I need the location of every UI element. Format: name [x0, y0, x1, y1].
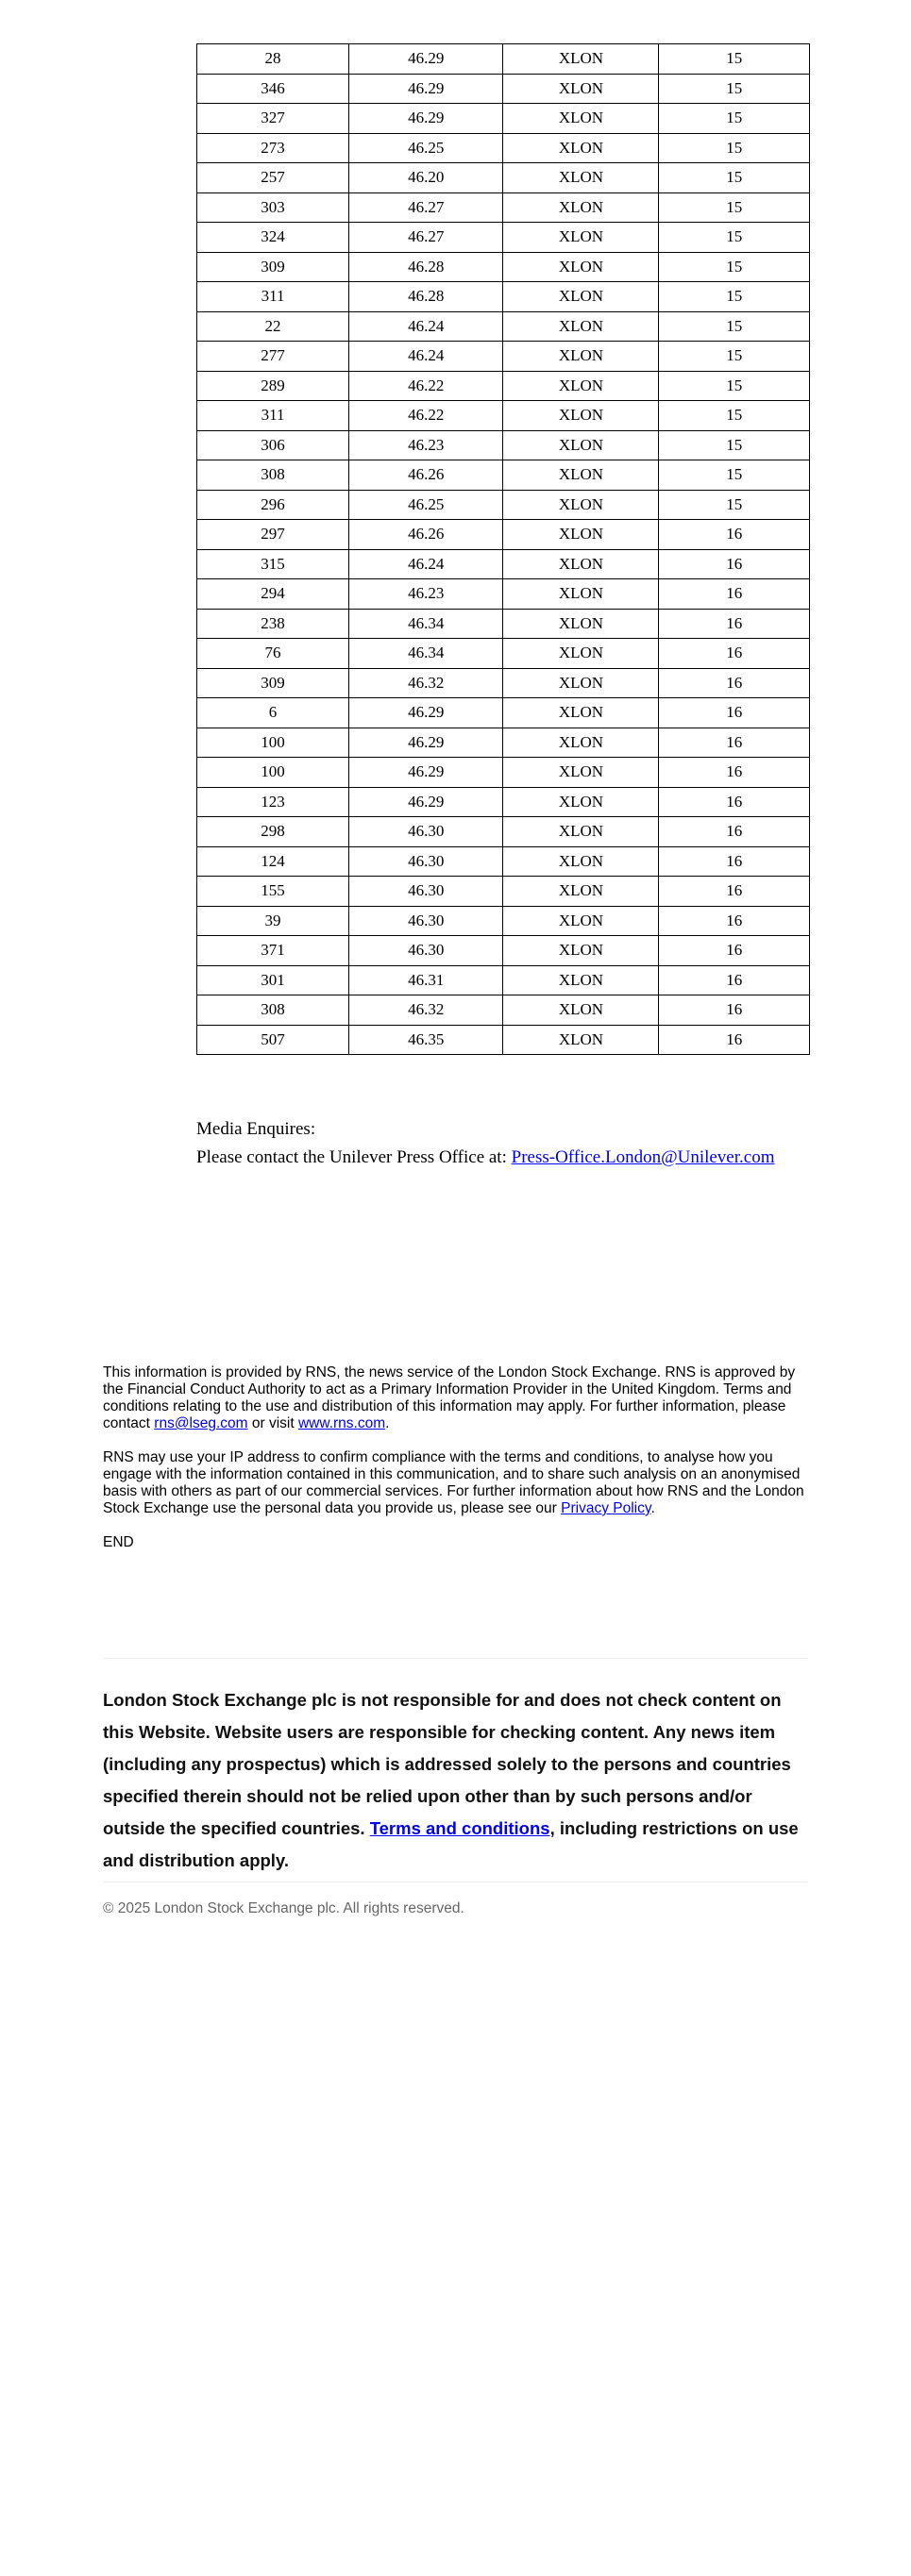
- price-cell: 46.29: [349, 728, 503, 758]
- venue-cell: XLON: [503, 579, 659, 610]
- venue-cell: XLON: [503, 877, 659, 907]
- venue-cell: XLON: [503, 758, 659, 788]
- price-cell: 46.28: [349, 282, 503, 312]
- venue-cell: XLON: [503, 639, 659, 669]
- price-cell: 46.24: [349, 342, 503, 372]
- venue-cell: XLON: [503, 668, 659, 698]
- venue-cell: XLON: [503, 430, 659, 460]
- venue-cell: XLON: [503, 104, 659, 134]
- table-row: [197, 668, 810, 698]
- rns-email-link[interactable]: rns@lseg.com: [154, 1415, 248, 1431]
- price-cell: 46.26: [349, 520, 503, 550]
- price-cell: 46.30: [349, 936, 503, 966]
- table-row: [197, 579, 810, 610]
- venue-cell: XLON: [503, 401, 659, 431]
- privacy-policy-link[interactable]: Privacy Policy: [561, 1500, 651, 1516]
- venue-cell: XLON: [503, 342, 659, 372]
- venue-cell: XLON: [503, 520, 659, 550]
- table-row: [197, 311, 810, 342]
- volume-cell: 289: [197, 371, 349, 401]
- press-office-email-link[interactable]: Press-Office.London@Unilever.com: [511, 1147, 775, 1167]
- media-contact-text: Please contact the Unilever Press Office at:: [196, 1147, 512, 1167]
- time-cell: 15: [659, 371, 810, 401]
- table-row: [197, 163, 810, 193]
- table-row: [197, 192, 810, 223]
- price-cell: 46.27: [349, 223, 503, 253]
- table-row: [197, 965, 810, 995]
- price-cell: 46.23: [349, 579, 503, 610]
- price-cell: 46.32: [349, 995, 503, 1026]
- trades-table-container: [196, 43, 810, 1055]
- time-cell: 16: [659, 728, 810, 758]
- price-cell: 46.25: [349, 133, 503, 163]
- volume-cell: 308: [197, 460, 349, 491]
- venue-cell: XLON: [503, 192, 659, 223]
- table-row: [197, 490, 810, 520]
- price-cell: 46.32: [349, 668, 503, 698]
- volume-cell: 238: [197, 609, 349, 639]
- table-row: [197, 877, 810, 907]
- price-cell: 46.30: [349, 817, 503, 847]
- table-row: [197, 698, 810, 728]
- time-cell: 16: [659, 668, 810, 698]
- media-contact-line: [196, 1144, 774, 1172]
- volume-cell: 306: [197, 430, 349, 460]
- venue-cell: XLON: [503, 936, 659, 966]
- table-row: [197, 728, 810, 758]
- price-cell: 46.34: [349, 639, 503, 669]
- price-cell: 46.30: [349, 846, 503, 877]
- price-cell: 46.29: [349, 44, 503, 75]
- volume-cell: 303: [197, 192, 349, 223]
- time-cell: 16: [659, 995, 810, 1026]
- time-cell: 15: [659, 282, 810, 312]
- table-row: [197, 639, 810, 669]
- venue-cell: XLON: [503, 133, 659, 163]
- price-cell: 46.29: [349, 104, 503, 134]
- table-row: [197, 104, 810, 134]
- end-marker: END: [103, 1534, 134, 1550]
- volume-cell: 315: [197, 549, 349, 579]
- venue-cell: XLON: [503, 490, 659, 520]
- time-cell: 16: [659, 698, 810, 728]
- time-cell: 15: [659, 192, 810, 223]
- volume-cell: 297: [197, 520, 349, 550]
- table-row: [197, 549, 810, 579]
- time-cell: 16: [659, 965, 810, 995]
- time-cell: 15: [659, 104, 810, 134]
- venue-cell: XLON: [503, 371, 659, 401]
- time-cell: 16: [659, 520, 810, 550]
- time-cell: 15: [659, 490, 810, 520]
- venue-cell: XLON: [503, 995, 659, 1026]
- trades-table-body: [197, 44, 810, 1055]
- volume-cell: 257: [197, 163, 349, 193]
- volume-cell: 371: [197, 936, 349, 966]
- venue-cell: XLON: [503, 282, 659, 312]
- time-cell: 15: [659, 342, 810, 372]
- time-cell: 16: [659, 609, 810, 639]
- venue-cell: XLON: [503, 609, 659, 639]
- price-cell: 46.31: [349, 965, 503, 995]
- rns-info-paragraph: [103, 1364, 811, 1432]
- time-cell: 16: [659, 639, 810, 669]
- volume-cell: 22: [197, 311, 349, 342]
- price-cell: 46.25: [349, 490, 503, 520]
- venue-cell: XLON: [503, 787, 659, 817]
- venue-cell: XLON: [503, 1025, 659, 1055]
- venue-cell: XLON: [503, 549, 659, 579]
- venue-cell: XLON: [503, 44, 659, 75]
- venue-cell: XLON: [503, 223, 659, 253]
- time-cell: 16: [659, 846, 810, 877]
- price-cell: 46.27: [349, 192, 503, 223]
- price-cell: 46.22: [349, 371, 503, 401]
- time-cell: 16: [659, 787, 810, 817]
- venue-cell: XLON: [503, 74, 659, 104]
- volume-cell: 277: [197, 342, 349, 372]
- time-cell: 16: [659, 1025, 810, 1055]
- time-cell: 16: [659, 579, 810, 610]
- time-cell: 15: [659, 311, 810, 342]
- time-cell: 15: [659, 223, 810, 253]
- time-cell: 15: [659, 460, 810, 491]
- table-row: [197, 609, 810, 639]
- terms-and-conditions-link[interactable]: Terms and conditions: [369, 1818, 550, 1838]
- table-row: [197, 817, 810, 847]
- table-row: [197, 371, 810, 401]
- table-row: [197, 787, 810, 817]
- volume-cell: 155: [197, 877, 349, 907]
- time-cell: 15: [659, 74, 810, 104]
- table-row: [197, 223, 810, 253]
- table-row: [197, 995, 810, 1026]
- volume-cell: 311: [197, 282, 349, 312]
- time-cell: 15: [659, 44, 810, 75]
- rns-website-link[interactable]: www.rns.com: [297, 1415, 386, 1431]
- venue-cell: XLON: [503, 460, 659, 491]
- volume-cell: 294: [197, 579, 349, 610]
- rns-info-text: This information is provided by RNS, the news service of the London Stock Exchange. RNS is approved by the Financial Conduct Authority to act as a Primary Information Provider in the United Kingdom. Terms and conditions relating to the use and distribution of this information may apply. For further information, please contact: [103, 1364, 796, 1431]
- table-row: [197, 520, 810, 550]
- price-cell: 46.24: [349, 549, 503, 579]
- time-cell: 15: [659, 252, 810, 282]
- volume-cell: 311: [197, 401, 349, 431]
- volume-cell: 309: [197, 668, 349, 698]
- rns-privacy-end-text: .: [650, 1500, 655, 1516]
- rns-notice: [103, 1364, 811, 1568]
- table-row: [197, 846, 810, 877]
- price-cell: 46.29: [349, 698, 503, 728]
- disclaimer-suffix-text: , including restrictions on use and distribution apply.: [103, 1818, 799, 1870]
- price-cell: 46.30: [349, 906, 503, 936]
- price-cell: 46.29: [349, 758, 503, 788]
- venue-cell: XLON: [503, 846, 659, 877]
- table-row: [197, 1025, 810, 1055]
- time-cell: 16: [659, 906, 810, 936]
- venue-cell: XLON: [503, 906, 659, 936]
- footer-divider-top: [103, 1658, 807, 1659]
- trades-table: [196, 43, 810, 1055]
- table-row: [197, 44, 810, 75]
- venue-cell: XLON: [503, 163, 659, 193]
- table-row: [197, 74, 810, 104]
- venue-cell: XLON: [503, 698, 659, 728]
- price-cell: 46.23: [349, 430, 503, 460]
- price-cell: 46.26: [349, 460, 503, 491]
- price-cell: 46.29: [349, 74, 503, 104]
- time-cell: 16: [659, 758, 810, 788]
- time-cell: 15: [659, 401, 810, 431]
- media-enquiries: [196, 1115, 774, 1172]
- volume-cell: 100: [197, 758, 349, 788]
- volume-cell: 324: [197, 223, 349, 253]
- table-row: [197, 342, 810, 372]
- volume-cell: 76: [197, 639, 349, 669]
- venue-cell: XLON: [503, 817, 659, 847]
- volume-cell: 296: [197, 490, 349, 520]
- price-cell: 46.24: [349, 311, 503, 342]
- time-cell: 15: [659, 163, 810, 193]
- venue-cell: XLON: [503, 311, 659, 342]
- price-cell: 46.30: [349, 877, 503, 907]
- copyright-notice: © 2025 London Stock Exchange plc. All rights reserved.: [103, 1900, 464, 1916]
- time-cell: 16: [659, 877, 810, 907]
- volume-cell: 346: [197, 74, 349, 104]
- volume-cell: 308: [197, 995, 349, 1026]
- volume-cell: 6: [197, 698, 349, 728]
- price-cell: 46.28: [349, 252, 503, 282]
- table-row: [197, 906, 810, 936]
- rns-info-end-text: .: [385, 1415, 390, 1431]
- volume-cell: 124: [197, 846, 349, 877]
- time-cell: 16: [659, 936, 810, 966]
- media-enquiries-heading: Media Enquires:: [196, 1119, 316, 1139]
- time-cell: 15: [659, 430, 810, 460]
- volume-cell: 301: [197, 965, 349, 995]
- time-cell: 16: [659, 549, 810, 579]
- time-cell: 16: [659, 817, 810, 847]
- volume-cell: 298: [197, 817, 349, 847]
- volume-cell: 39: [197, 906, 349, 936]
- rns-info-mid-text: or visit: [247, 1415, 298, 1431]
- table-row: [197, 758, 810, 788]
- venue-cell: XLON: [503, 965, 659, 995]
- rns-privacy-text: RNS may use your IP address to confirm compliance with the terms and conditions, to analyse how you engage with the information contained in this communication, and to share such analysis on an anonymised basis with others as part of our commercial services. For further information about how RNS and the London Stock Exchange use the personal data you provide us, please see our: [103, 1449, 804, 1516]
- volume-cell: 507: [197, 1025, 349, 1055]
- volume-cell: 327: [197, 104, 349, 134]
- table-row: [197, 282, 810, 312]
- volume-cell: 100: [197, 728, 349, 758]
- venue-cell: XLON: [503, 252, 659, 282]
- disclaimer-text: London Stock Exchange plc is not responsible for and does not check content on this Website. Website users are responsible for checking content. Any news item (including any prospectus) which is addressed solely to the persons and countries specified therein should not be relied upon other than by such persons and/or outside the specified countries.: [103, 1690, 791, 1838]
- price-cell: 46.34: [349, 609, 503, 639]
- table-row: [197, 460, 810, 491]
- table-row: [197, 252, 810, 282]
- price-cell: 46.35: [349, 1025, 503, 1055]
- volume-cell: 123: [197, 787, 349, 817]
- volume-cell: 309: [197, 252, 349, 282]
- price-cell: 46.20: [349, 163, 503, 193]
- volume-cell: 28: [197, 44, 349, 75]
- table-row: [197, 133, 810, 163]
- table-row: [197, 936, 810, 966]
- volume-cell: 273: [197, 133, 349, 163]
- table-row: [197, 430, 810, 460]
- price-cell: 46.22: [349, 401, 503, 431]
- venue-cell: XLON: [503, 728, 659, 758]
- lse-disclaimer: [103, 1684, 811, 1877]
- price-cell: 46.29: [349, 787, 503, 817]
- rns-privacy-paragraph: [103, 1449, 811, 1517]
- table-row: [197, 401, 810, 431]
- time-cell: 15: [659, 133, 810, 163]
